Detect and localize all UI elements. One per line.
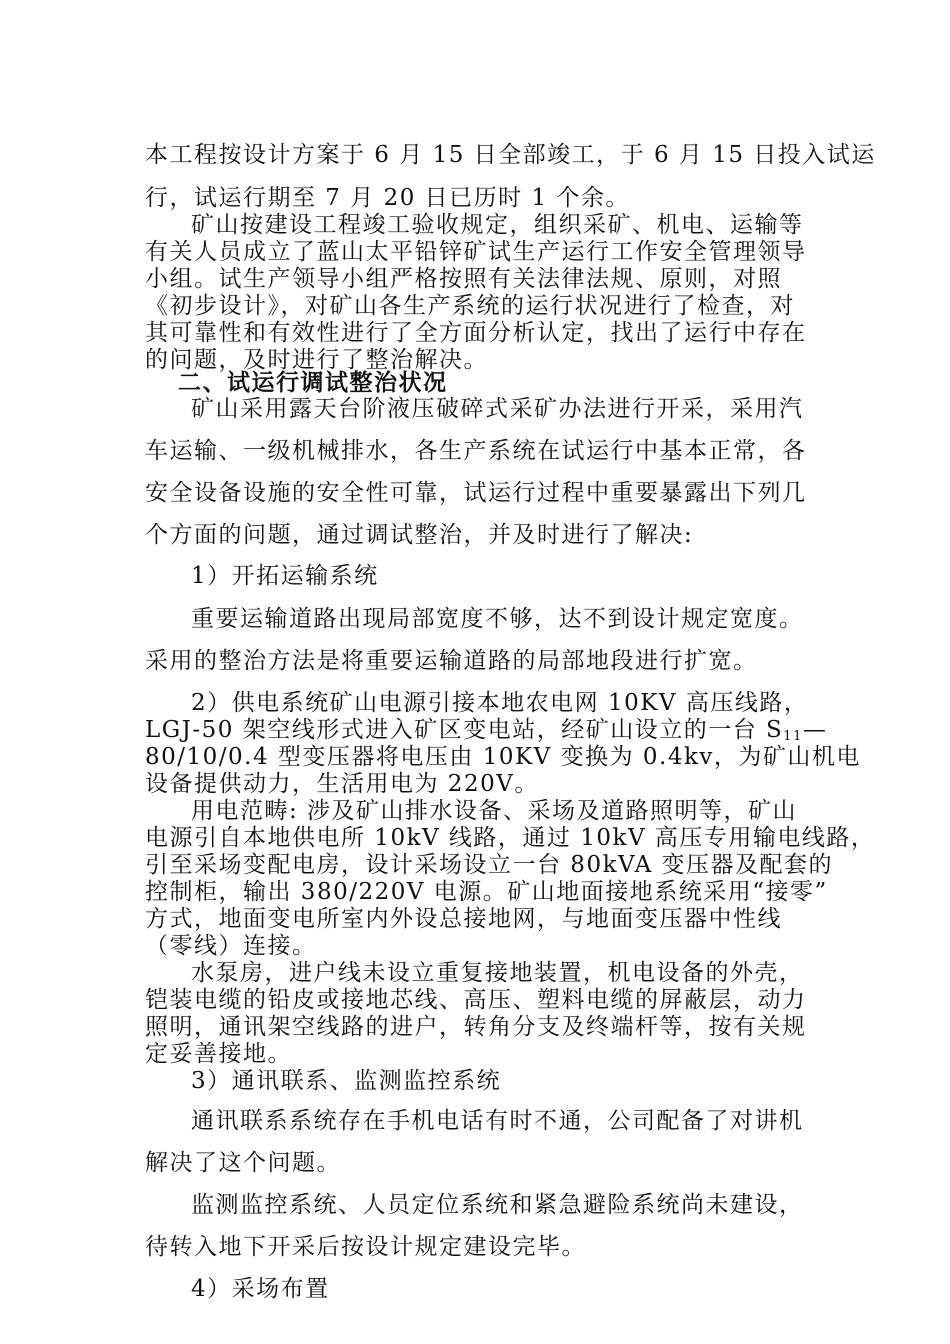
item-1-para-2: 采用的整治方法是将重要运输道路的局部地段进行扩宽。 <box>145 648 758 674</box>
item-3-para-1-line-1: 通讯联系系统存在手机电话有时不通，公司配备了对讲机 <box>191 1108 804 1134</box>
pump-line-1: 水泵房，进户线未设立重复接地装置，机电设备的外壳， <box>191 960 804 986</box>
intro-line-2: 行，试运行期至 7 月 20 日已历时 1 个余。 <box>145 185 630 211</box>
item-3-para-1-line-2: 解决了这个问题。 <box>145 1150 341 1176</box>
item-1-title: 1）开拓运输系统 <box>191 563 379 589</box>
usage-line-6: （零线）连接。 <box>145 933 317 959</box>
org-line-4: 《初步设计》，对矿山各生产系统的运行状况进行了检查，对 <box>145 293 795 319</box>
usage-line-3: 引至采场变配电房，设计采场设立一台 80kVA 变压器及配套的 <box>145 852 833 878</box>
item-2-line-3: 80/10/0.4 型变压器将电压由 10KV 变换为 0.4kv，为矿山机电 <box>145 744 861 770</box>
usage-line-5: 方式，地面变电所室内外设总接地网，与地面变压器中性线 <box>145 906 782 932</box>
item-2-line-4: 设备提供动力，生活用电为 220V。 <box>145 771 539 797</box>
org-line-2: 有关人员成立了蓝山太平铅锌矿试生产运行工作安全管理领导 <box>145 239 807 265</box>
item-2-line-1: 2）供电系统矿山电源引接本地农电网 10KV 高压线路， <box>191 690 809 716</box>
org-line-1: 矿山按建设工程竣工验收规定，组织采矿、机电、运输等 <box>191 212 804 238</box>
pump-line-2: 铠装电缆的铅皮或接地芯线、高压、塑料电缆的屏蔽层，动力 <box>145 987 807 1013</box>
item-4-title: 4）采场布置 <box>191 1276 330 1302</box>
usage-line-1: 用电范畴: 涉及矿山排水设备、采场及道路照明等，矿山 <box>191 798 798 824</box>
pump-line-3: 照明，通讯架空线路的进户，转角分支及终端杆等，按有关规 <box>145 1014 807 1040</box>
mining-line-2: 车运输、一级机械排水，各生产系统在试运行中基本正常，各 <box>145 438 807 464</box>
org-line-6: 的问题，及时进行了整治解决。 <box>145 347 488 373</box>
item-3-para-2-line-2: 待转入地下开采后按设计规定建设完毕。 <box>145 1234 586 1260</box>
section-heading: 二、试运行调试整治状况 <box>178 369 448 396</box>
item-1-para-1: 重要运输道路出现局部宽度不够，达不到设计规定宽度。 <box>191 606 804 632</box>
mining-line-3: 安全设备设施的安全性可靠，试运行过程中重要暴露出下列几 <box>145 480 807 506</box>
usage-line-4: 控制柜，输出 380/220V 电源。矿山地面接地系统采用“接零” <box>145 879 828 905</box>
mining-line-1: 矿山采用露天台阶液压破碎式采矿办法进行开采，采用汽 <box>191 396 804 422</box>
item-2-line-2-dash: — <box>802 717 828 743</box>
org-line-3: 小组。试生产领导小组严格按照有关法律法规、原则，对照 <box>145 266 782 292</box>
item-3-title: 3）通讯联系、监测监控系统 <box>191 1068 502 1094</box>
intro-line-1: 本工程按设计方案于 6 月 15 日全部竣工，于 6 月 15 日投入试运 <box>145 142 876 168</box>
org-line-5: 其可靠性和有效性进行了全方面分析认定，找出了运行中存在 <box>145 320 807 346</box>
pump-line-4: 定妥善接地。 <box>145 1041 292 1067</box>
item-2-line-2-text: LGJ-50 架空线形式进入矿区变电站，经矿山设立的一台 S <box>145 717 784 743</box>
item-3-para-2-line-1: 监测监控系统、人员定位系统和紧急避险系统尚未建设， <box>191 1192 804 1218</box>
usage-line-2: 电源引自本地供电所 10kV 线路，通过 10kV 高压专用输电线路， <box>145 825 876 851</box>
transformer-model-subscript: 11 <box>783 729 803 744</box>
mining-line-4: 个方面的问题，通过调试整治，并及时进行了解决: <box>145 522 694 548</box>
